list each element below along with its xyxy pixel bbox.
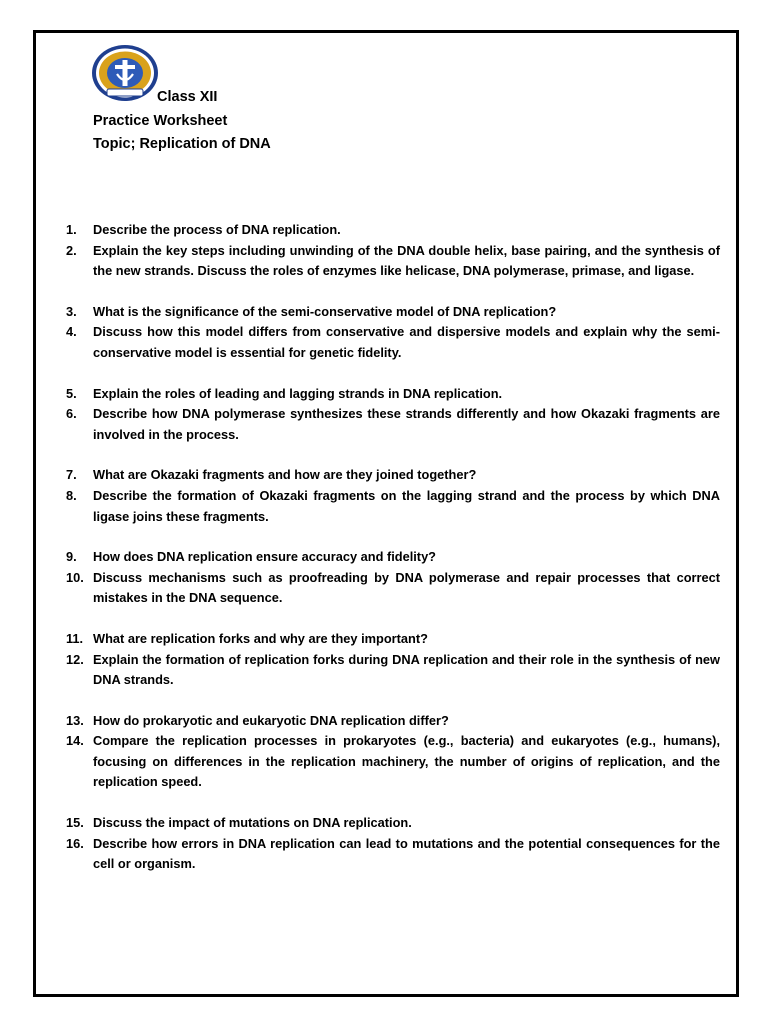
question-number: 2. <box>66 242 77 258</box>
question-text: What are replication forks and why are they important? <box>93 630 428 646</box>
school-logo-icon <box>91 44 159 102</box>
question-number: 8. <box>66 487 77 503</box>
question-text: Describe the formation of Okazaki fragments on the lagging strand and the process by which DNA ligase joins these fragments. <box>93 487 720 524</box>
question-text: What are Okazaki fragments and how are they joined together? <box>93 467 477 483</box>
question-number: 6. <box>66 406 77 422</box>
class-heading: Class XII <box>157 89 218 105</box>
question-item <box>66 465 720 486</box>
question-number: 11. <box>66 630 84 646</box>
question-text: Explain the formation of replication forks during DNA replication and their role in the synthesis of new DNA strands. <box>93 651 720 688</box>
question-item <box>66 302 720 323</box>
question-group <box>66 384 720 446</box>
question-group <box>66 302 720 364</box>
question-text: Describe the process of DNA replication. <box>93 222 341 237</box>
question-item <box>66 731 720 793</box>
question-number: 14. <box>66 733 84 749</box>
question-list <box>66 220 720 895</box>
topic-title: Topic; Replication of DNA <box>93 136 271 152</box>
question-item <box>66 322 720 363</box>
question-item <box>66 650 720 691</box>
question-group <box>66 547 720 609</box>
question-text: Describe how DNA polymerase synthesizes these strands differently and how Okazaki fragments are involved in the process. <box>93 406 720 442</box>
question-text: Compare the replication processes in prokaryotes (e.g., bacteria) and eukaryotes (e.g., humans), focusing on differences in the replication machinery, the number of origins of replication, and the replication speed. <box>93 733 720 790</box>
question-text: How does DNA replication ensure accuracy and fidelity? <box>93 549 436 565</box>
question-number: 12. <box>66 651 84 667</box>
question-number: 3. <box>66 303 77 319</box>
question-item <box>66 813 720 834</box>
question-item <box>66 629 720 650</box>
question-text: Explain the roles of leading and lagging strands in DNA replication. <box>93 385 503 401</box>
question-text: Discuss mechanisms such as proofreading by DNA polymerase and repair processes that correct mistakes in the DNA sequence. <box>93 569 720 606</box>
question-text: Discuss the impact of mutations on DNA replication. <box>93 815 412 831</box>
question-number: 4. <box>66 324 77 340</box>
question-text: Explain the key steps including unwinding of the DNA double helix, base pairing, and the synthesis of the new strands. Discuss the roles of enzymes like helicase, DNA polymerase, primase, and ligase. <box>93 242 720 279</box>
question-group <box>66 220 720 282</box>
question-text: Describe how errors in DNA replication can lead to mutations and the potential consequences for the cell or organism. <box>93 835 720 872</box>
question-item <box>66 404 720 445</box>
question-group <box>66 629 720 691</box>
question-item <box>66 384 720 405</box>
question-number: 15. <box>66 815 84 831</box>
question-number: 1. <box>66 222 77 237</box>
question-item <box>66 486 720 527</box>
question-group <box>66 813 720 875</box>
question-item <box>66 568 720 609</box>
worksheet-title: Practice Worksheet <box>93 113 228 129</box>
school-emblem-icon <box>91 44 159 102</box>
question-number: 5. <box>66 385 77 401</box>
question-text: What is the significance of the semi-conservative model of DNA replication? <box>93 303 557 319</box>
question-item <box>66 547 720 568</box>
question-number: 16. <box>66 835 84 851</box>
question-number: 7. <box>66 467 77 483</box>
question-number: 13. <box>66 712 84 728</box>
question-group <box>66 465 720 527</box>
question-group <box>66 711 720 793</box>
question-item <box>66 834 720 875</box>
question-number: 9. <box>66 549 77 565</box>
question-item <box>66 220 720 241</box>
question-text: How do prokaryotic and eukaryotic DNA replication differ? <box>93 712 449 728</box>
question-item <box>66 711 720 732</box>
question-text: Discuss how this model differs from conservative and dispersive models and explain why the semi-conservative model is essential for genetic fidelity. <box>93 324 720 360</box>
question-number: 10. <box>66 569 84 585</box>
question-item <box>66 241 720 282</box>
